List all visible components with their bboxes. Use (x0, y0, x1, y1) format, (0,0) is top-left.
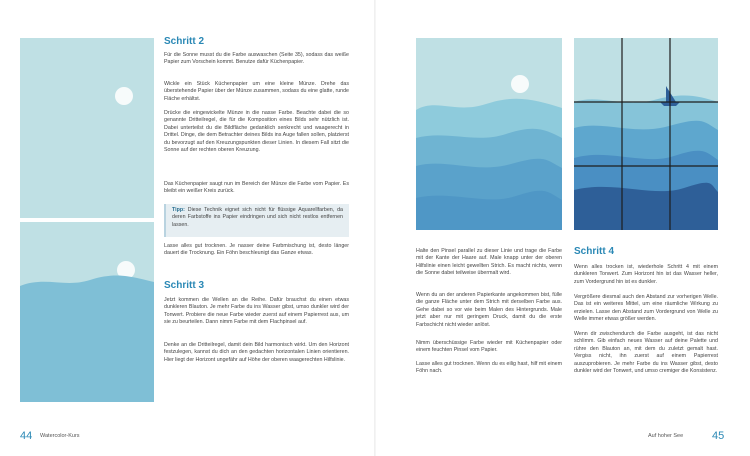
painting-step3-svg (20, 222, 154, 402)
page-number-left: 44 (20, 430, 33, 442)
step3-paragraph-2: Denke an die Dritteilregel, damit dein Bild harmonisch wirkt. Um den Horizont festzulegen, kannst du dich an den gedachten horizontalen Linien orientieren. Hier liegt der Horizont ungefähr auf Höhe der oberen waagerechten Hilfslinie. (164, 342, 349, 363)
painting-step2-svg (20, 38, 154, 218)
page-number-right: 45 (712, 430, 725, 442)
middle-paragraph-4: Lasse alles gut trocknen. Wenn du es eilig hast, hilf mit einem Föhn nach. (416, 361, 562, 375)
step4-paragraph-3: Wenn dir zwischendurch die Farbe ausgeht, ist das nicht schlimm. Gib einfach neues Wasser auf deine Palette und rühre den Blauton an, mit dem du zuletzt gemalt hast. Vergiss nicht, ihn zuerst auf einem Papierrest auszuprobieren. Je mehr Farbe du ins Wasser gibst, desto dunkler wird der Tonwert, und umso cremiger die Konsistenz. (574, 331, 718, 375)
step3-heading: Schritt 3 (164, 280, 205, 291)
sun-circle (115, 87, 133, 105)
sun-circle (511, 75, 529, 93)
tip-label: Tipp: (172, 207, 185, 213)
step2-paragraph-4: Das Küchenpapier saugt nun im Bereich der Münze die Farbe vom Papier. Es bleibt ein weißer Kreis zurück. (164, 181, 349, 195)
running-title-left: Watercolor-Kurs (40, 433, 80, 439)
step2-paragraph-3: Drücke die eingewickelte Münze in die nasse Farbe. Beachte dabei die so genannte Dritteilregel, die für die Komposition eines Bilds sehr nützlich ist. Dabei unterteilst du die Bildfläche gedanklich senkrecht und waagerecht in Drittel. Dinge, die dem Betrachter deines Bilds ins Auge fallen sollen, platzierst du bevorzugt auf den Kreuzungspunkten dieser Linien. In diesem Fall sitzt die Sonne auf der rechten oberen Kreuzung. (164, 110, 349, 154)
step2-paragraph-1: Für die Sonne musst du die Farbe auswaschen (Seite 35), sodass das weiße Papier zum Vorschein kommt. Benutze dafür Küchenpapier. (164, 52, 349, 66)
step2-paragraph-5: Lasse alles gut trocknen. Je nasser deine Farbmischung ist, desto länger dauert die Trocknung. Ein Föhn beschleunigt das Ganze etwas. (164, 243, 349, 257)
painting-step3-first-wave (20, 222, 154, 402)
painting-step2-sun (20, 38, 154, 218)
painting-step3-waves-filled (416, 38, 562, 230)
middle-paragraph-2: Wenn du an der anderen Papierkante angekommen bist, fülle die ganze Fläche unter dem Strich mit derselben Farbe aus. Gehe dabei so vor wie beim Malen des Hintergrunds. Male jetzt aber nur mit geringem Druck, damit du die erste Farbschicht nicht wieder anlöst. (416, 292, 562, 328)
step4-paragraph-2: Vergrößere diesmal auch den Abstand zur vorherigen Welle. Das ist ein weiteres Mittel, um eine räumliche Wirkung zu erzielen. Lasse den Abstand zum Vordergrund von Welle zu Welle immer etwas größer werden. (574, 294, 718, 323)
step4-paragraph-1: Wenn alles trocken ist, wiederhole Schritt 4 mit einem dunkleren Tonwert. Zum Horizont hin ist das Wasser heller, zum Vordergrund hin ist es dunkler. (574, 264, 718, 285)
tip-text: Diese Technik eignet sich nicht für flüssige Aquarellfarben, da deren Farbstoffe ins Papier eindringen und sich nicht restlos entfernen lassen. (172, 207, 343, 228)
middle-paragraph-1: Halte den Pinsel parallel zu dieser Linie und trage die Farbe mit der Kante der Haare auf. Male knapp unter der oberen Hilfslinie einen leicht gewellten Strich. Es macht nichts, wenn die Sonne dabei teilweise übermalt wird. (416, 248, 562, 277)
step4-heading: Schritt 4 (574, 246, 615, 257)
running-title-right: Auf hoher See (648, 433, 684, 439)
middle-paragraph-3: Nimm überschüssige Farbe wieder mit Küchenpapier oder einem feuchten Pinsel vom Papier. (416, 340, 562, 354)
step2-heading: Schritt 2 (164, 36, 205, 47)
step2-paragraph-2: Wickle ein Stück Küchenpapier um eine kleine Münze. Drehe das überstehende Papier über der Münze zusammen, sodass du eine glatte, runde Fläche erhältst. (164, 81, 349, 102)
painting-right-2-svg (574, 38, 718, 230)
step3-paragraph-1: Jetzt kommen die Wellen an die Reihe. Dafür brauchst du einen etwas dunkleren Blauton. Je mehr Farbe du ins Wasser gibst, umso dunkler wird der Tonwert. Probiere die neue Farbe wieder zuerst auf einem Papierrest aus, um sie zu beurteilen. Dann nimm Farbe mit dem Flachpinsel auf. (164, 297, 349, 326)
book-gutter (374, 0, 376, 456)
wave-band (20, 276, 154, 402)
sky-wash (20, 38, 154, 218)
painting-right-1-svg (416, 38, 562, 230)
tip-text-block (172, 207, 343, 229)
painting-step4-boat-grid (574, 38, 718, 230)
tip-box (164, 204, 349, 237)
